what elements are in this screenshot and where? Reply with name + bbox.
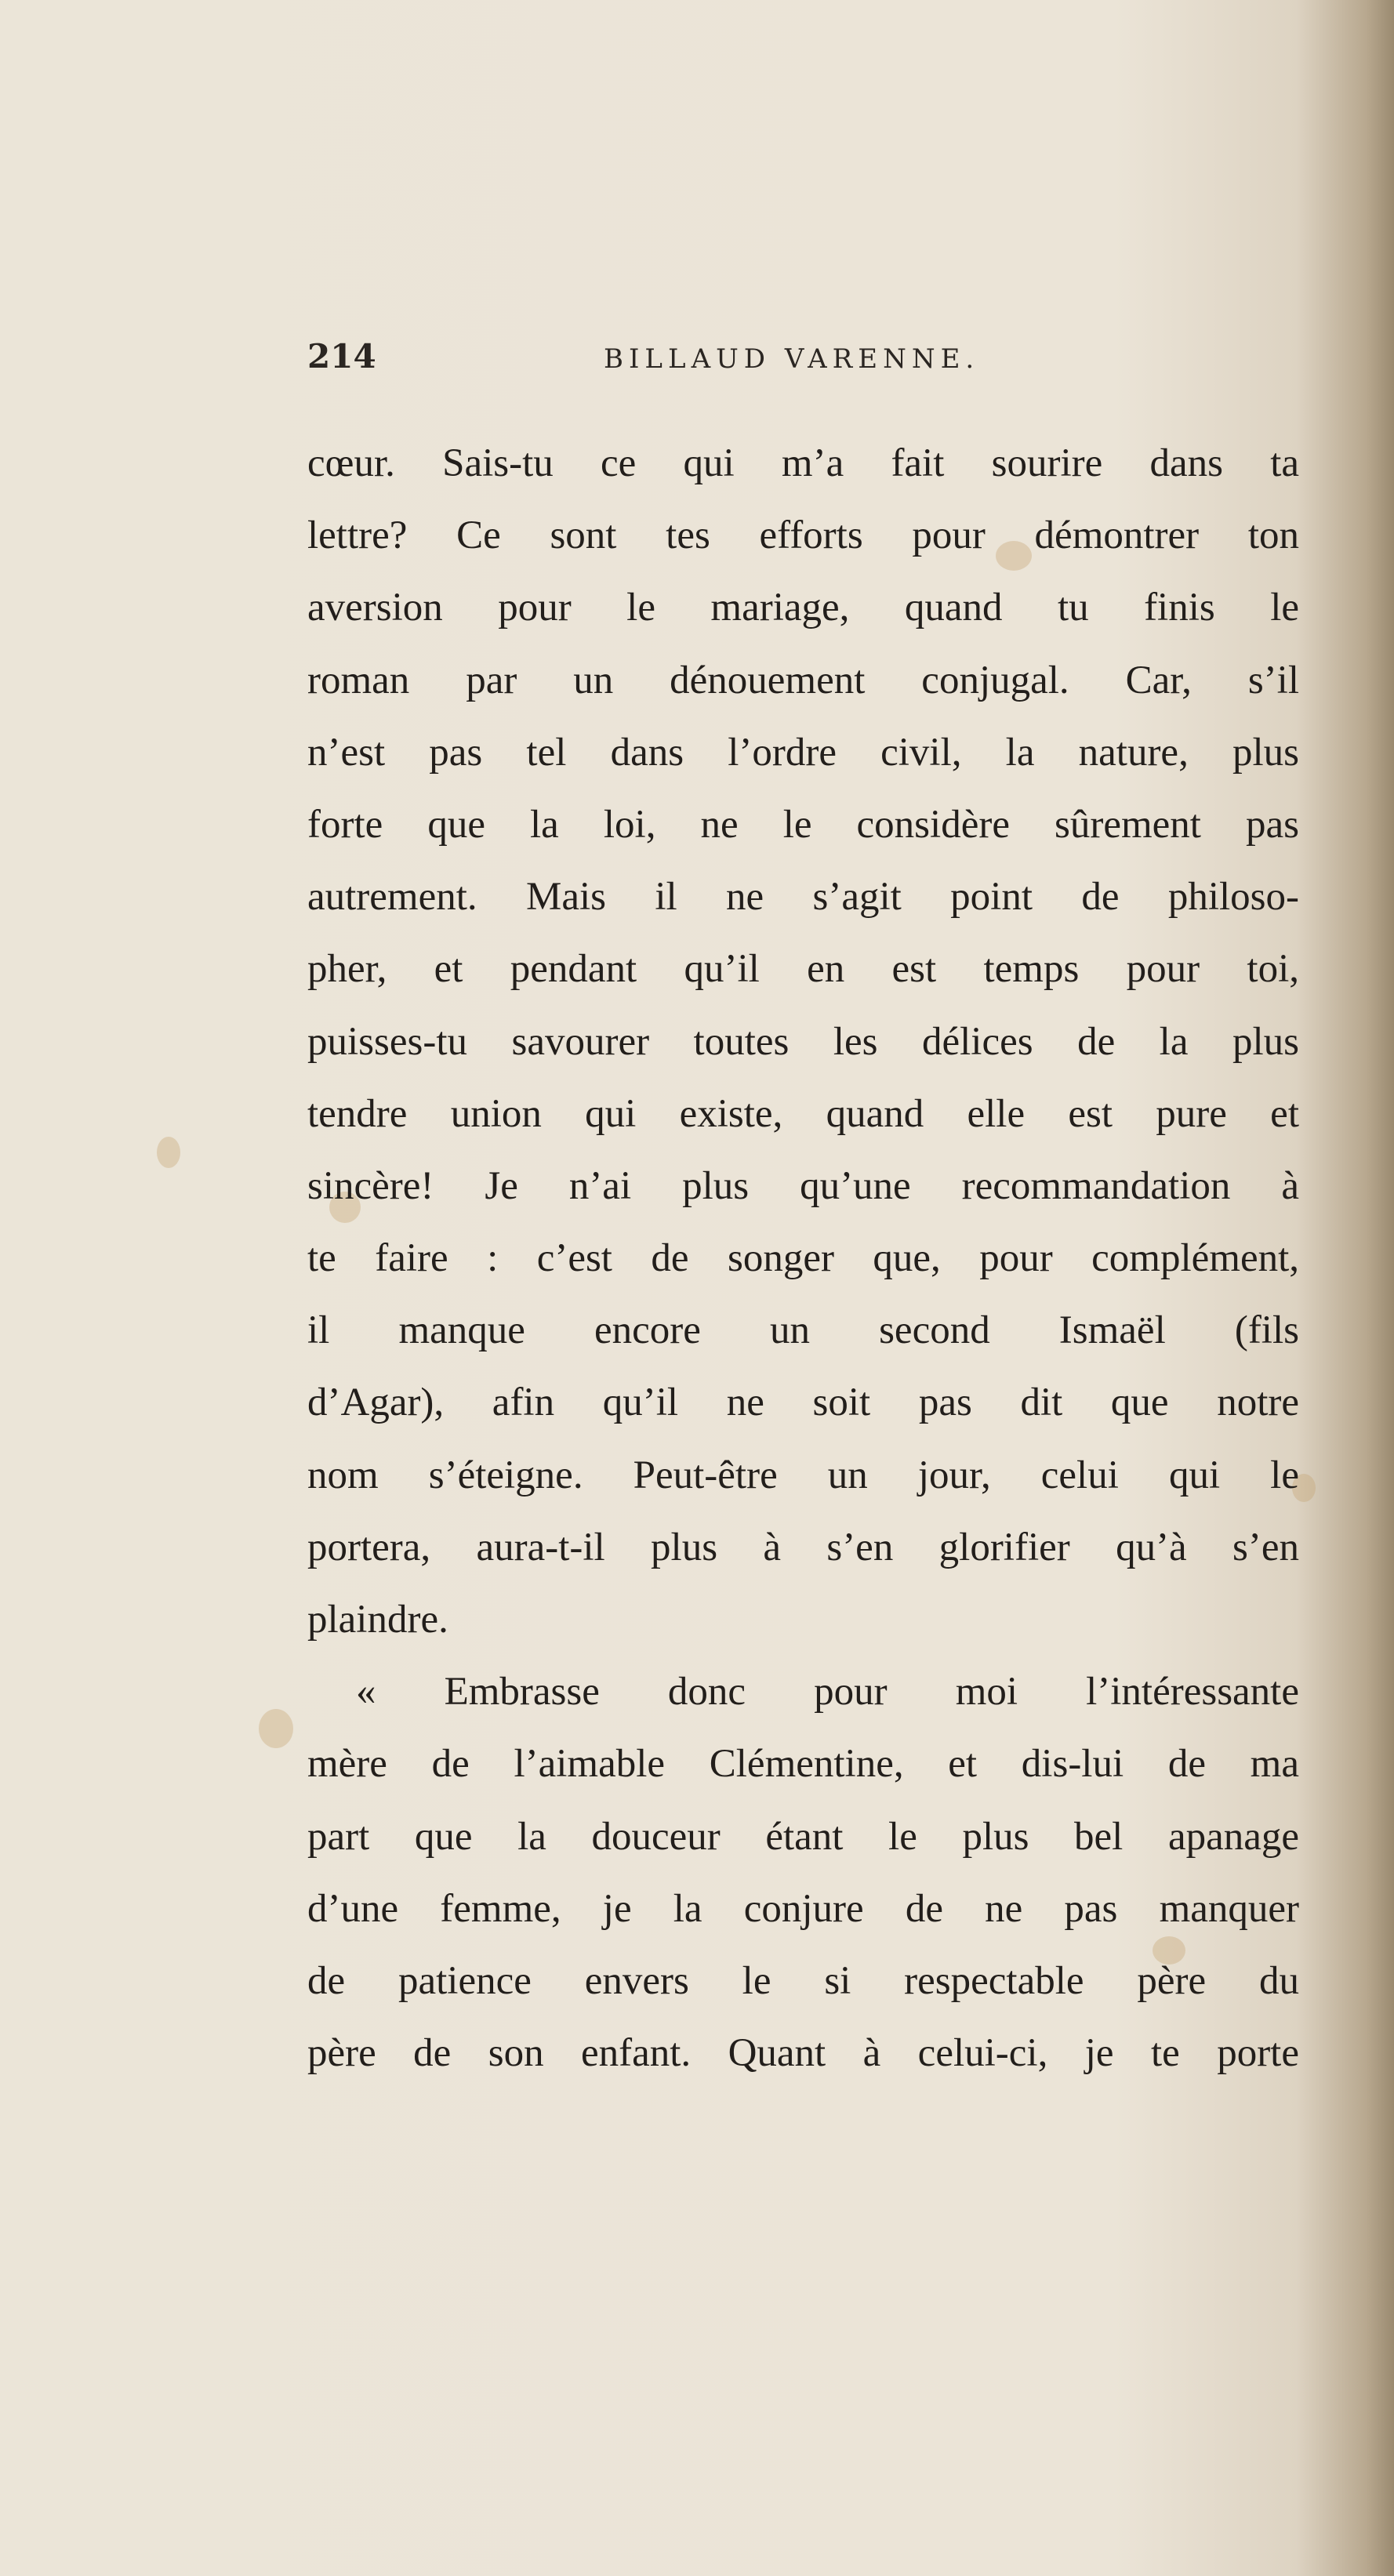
- text-line: part que la douceur étant le plus bel apanage: [307, 1814, 1299, 1859]
- foxing-stain: [157, 1137, 180, 1168]
- text-line: sincère! Je n’ai plus qu’une recommandation à: [307, 1163, 1299, 1208]
- text-line: de patience envers le si respectable père du: [307, 1958, 1299, 2003]
- text-line: « Embrasse donc pour moi l’intéressante: [356, 1670, 1299, 1714]
- text-line: puisses-tu savourer toutes les délices de la plus: [307, 1019, 1299, 1064]
- text-line: d’Agar), afin qu’il ne soit pas dit que notre: [307, 1381, 1299, 1425]
- paragraph: [307, 427, 1299, 1656]
- text-line: nom s’éteigne. Peut-être un jour, celui qui le: [307, 1453, 1299, 1497]
- text-line: il manque encore un second Ismaël (fils: [307, 1308, 1299, 1353]
- text-line: cœur. Sais-tu ce qui m’a fait sourire dans ta: [307, 441, 1299, 485]
- text-line: lettre? Ce sont tes efforts pour démontrer ton: [307, 513, 1299, 558]
- text-line: plaindre.: [307, 1598, 448, 1642]
- foxing-stain: [259, 1709, 293, 1748]
- text-line: portera, aura-t-il plus à s’en glorifier qu’à s’en: [307, 1525, 1299, 1569]
- text-line: tendre union qui existe, quand elle est pure et: [307, 1091, 1299, 1136]
- text-line: d’une femme, je la conjure de ne pas manquer: [307, 1886, 1299, 1931]
- text-line: aversion pour le mariage, quand tu finis le: [307, 586, 1299, 630]
- paragraph: [307, 1656, 1299, 2089]
- text-line: pher, et pendant qu’il en est temps pour toi,: [307, 947, 1299, 992]
- text-line: mère de l’aimable Clémentine, et dis-lui de ma: [307, 1742, 1299, 1787]
- text-line: autrement. Mais il ne s’agit point de philoso-: [307, 875, 1299, 920]
- body-text: [307, 427, 1299, 2089]
- text-line: forte que la loi, ne le considère sûrement pas: [307, 802, 1299, 847]
- text-line: roman par un dénouement conjugal. Car, s’il: [307, 658, 1299, 702]
- text-line: père de son enfant. Quant à celui-ci, je te porte: [307, 2031, 1299, 2076]
- page-header: [307, 337, 1295, 392]
- running-title: BILLAUD VARENNE.: [604, 343, 980, 375]
- text-line: te faire : c’est de songer que, pour complément,: [307, 1236, 1299, 1281]
- page-number: 214: [307, 337, 376, 376]
- text-line: n’est pas tel dans l’ordre civil, la nature, plus: [307, 730, 1299, 775]
